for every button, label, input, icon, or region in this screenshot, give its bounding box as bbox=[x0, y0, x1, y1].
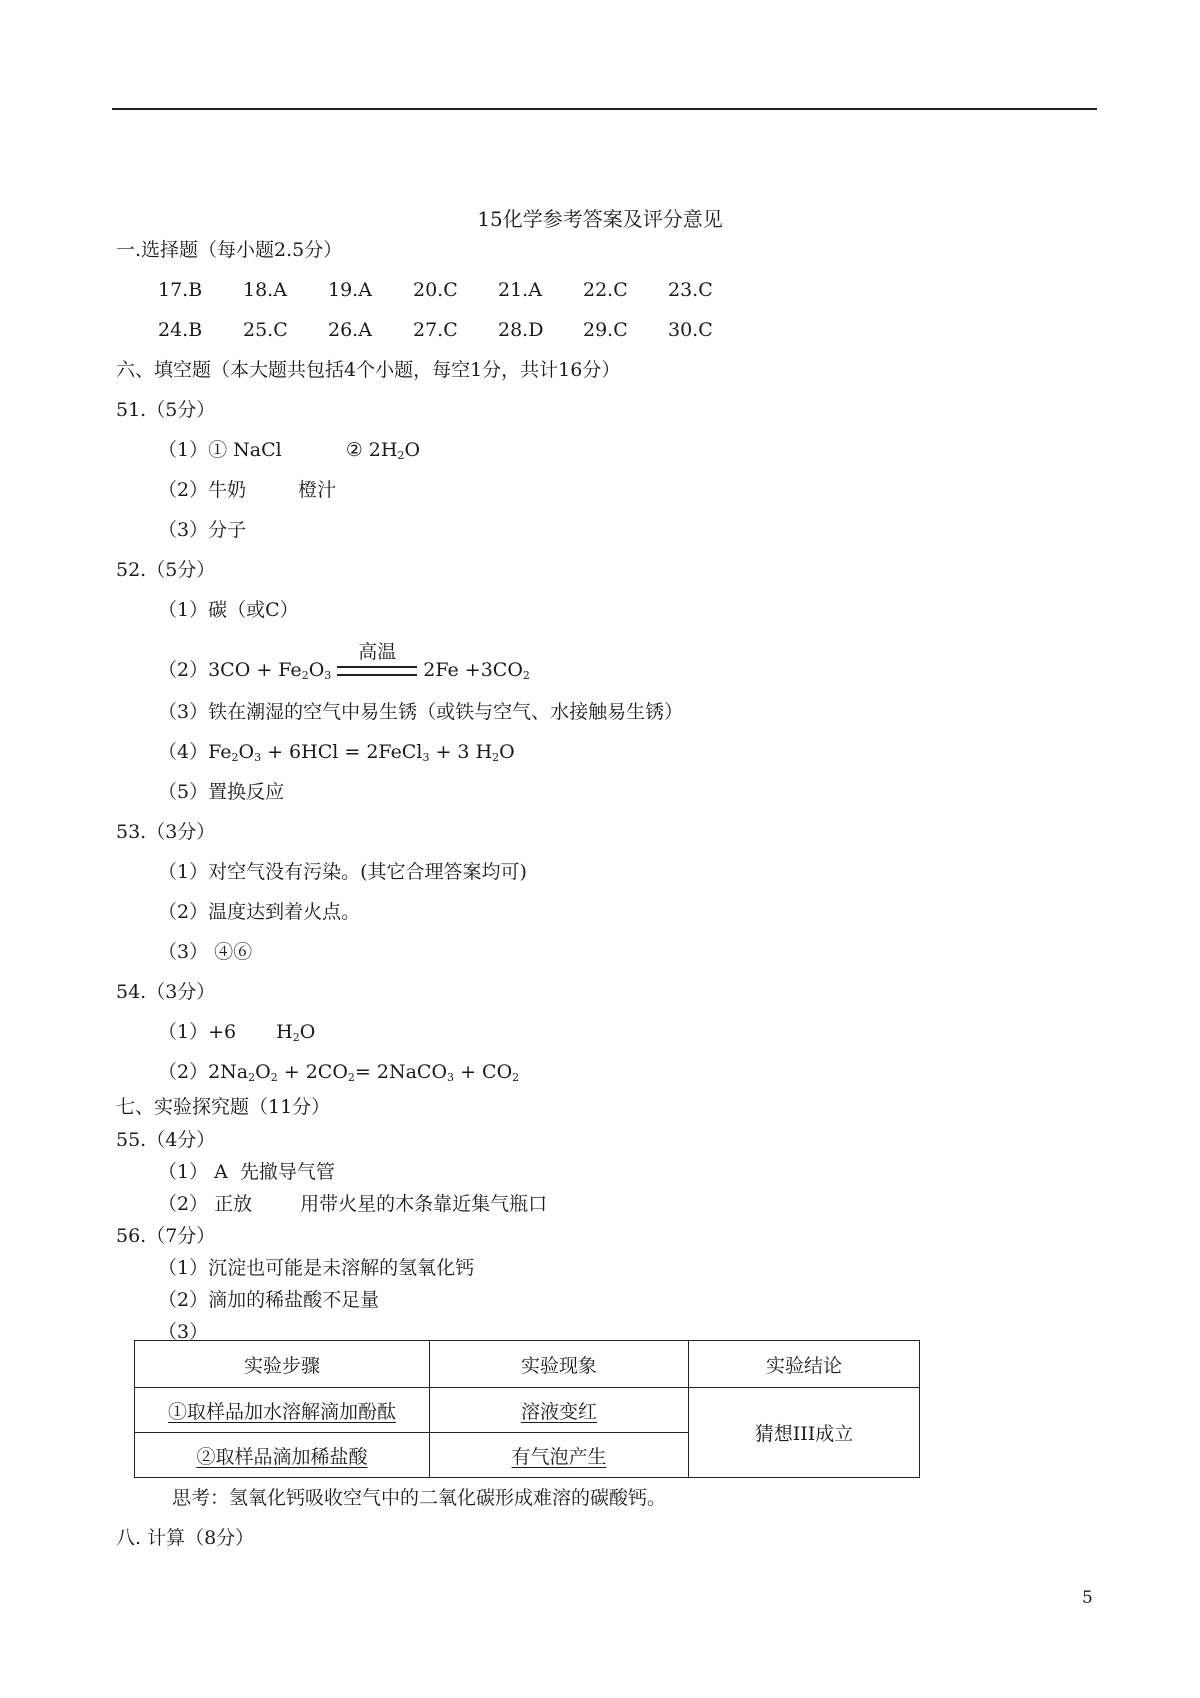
page-title: 15化学参考答案及评分意见 bbox=[477, 207, 723, 231]
q51-answer-3: （3）分子 bbox=[158, 519, 247, 541]
q54-heading: 54.（3分） bbox=[116, 981, 216, 1003]
section-8-heading: 八. 计算（8分） bbox=[116, 1527, 255, 1549]
column-header: 实验现象 bbox=[430, 1341, 689, 1388]
q53-answer-3: （3） ④⑥ bbox=[158, 941, 253, 963]
table-cell bbox=[135, 1433, 430, 1478]
q53-heading: 53.（3分） bbox=[116, 821, 216, 843]
q56-answer-2: （2）滴加的稀盐酸不足量 bbox=[158, 1289, 380, 1311]
q56-thinking: 思考：氢氧化钙吸收空气中的二氧化碳形成难溶的碳酸钙。 bbox=[172, 1487, 667, 1509]
answer-text: （1）+6 bbox=[158, 1021, 237, 1043]
q55-answer-1: （1） A 先撤导气管 bbox=[158, 1161, 335, 1183]
page-number: 5 bbox=[1082, 1588, 1093, 1608]
mc-answer: 19.A bbox=[328, 279, 372, 301]
q52-answer-1: （1）碳（或C） bbox=[158, 599, 299, 621]
subscript: 3 bbox=[422, 751, 430, 764]
answer-text: O bbox=[255, 1061, 271, 1083]
answer-text: O bbox=[499, 741, 515, 763]
mc-answer: 26.A bbox=[328, 319, 372, 341]
answer-text: + 3 H bbox=[429, 741, 493, 763]
subscript: 2 bbox=[397, 449, 405, 462]
section-1-heading: 一.选择题（每小题2.5分） bbox=[116, 239, 343, 261]
table-cell bbox=[135, 1388, 430, 1433]
subscript: 2 bbox=[492, 751, 500, 764]
q51-answer-1 bbox=[158, 438, 420, 468]
mc-answer: 23.C bbox=[668, 279, 713, 301]
subscript: 2 bbox=[347, 1071, 355, 1084]
equals-sign bbox=[337, 666, 417, 676]
column-header: 实验结论 bbox=[689, 1341, 920, 1388]
q52-answer-5: （5）置换反应 bbox=[158, 781, 285, 803]
subscript: 2 bbox=[522, 669, 530, 682]
q52-heading: 52.（5分） bbox=[116, 559, 216, 581]
answer-text: ② 2H bbox=[345, 439, 398, 461]
q56-answer-1: （1）沉淀也可能是未溶解的氢氧化钙 bbox=[158, 1257, 475, 1279]
answer-text: = 2NaCO bbox=[354, 1061, 448, 1083]
section-7-heading: 七、实验探究题（11分） bbox=[116, 1096, 331, 1118]
mc-answer: 29.C bbox=[583, 319, 628, 341]
mc-answer: 17.B bbox=[158, 279, 203, 301]
step-text: ①取样品加水溶解滴加酚酞 bbox=[167, 1400, 396, 1423]
q54-answer-1 bbox=[158, 1020, 315, 1050]
mc-answer: 28.D bbox=[498, 319, 544, 341]
q53-answer-1: （1）对空气没有污染。(其它合理答案均可) bbox=[158, 861, 527, 883]
subscript: 2 bbox=[270, 1071, 278, 1084]
section-6-heading: 六、填空题（本大题共包括4个小题，每空1分，共计16分） bbox=[116, 359, 621, 381]
subscript: 2 bbox=[231, 751, 239, 764]
q55-heading: 55.（4分） bbox=[116, 1129, 216, 1151]
subscript: 2 bbox=[292, 1031, 300, 1044]
answer-text: + 2CO bbox=[277, 1061, 348, 1083]
answer-text: O bbox=[299, 1021, 316, 1043]
answer-text: H bbox=[276, 1021, 293, 1043]
q55-answer-2 bbox=[158, 1192, 547, 1216]
mc-answer: 22.C bbox=[583, 279, 628, 301]
answer-text: （4）Fe bbox=[158, 741, 232, 763]
mc-answer: 27.C bbox=[413, 319, 458, 341]
answer-text: （1）① NaCl bbox=[158, 439, 282, 461]
answer-text: （2）牛奶 bbox=[158, 479, 247, 501]
table-header-row bbox=[135, 1341, 920, 1388]
subscript: 3 bbox=[447, 1071, 455, 1084]
q56-heading: 56.（7分） bbox=[116, 1225, 216, 1247]
phenomenon-text: 有气泡产生 bbox=[511, 1445, 607, 1468]
answer-text: 用带火星的木条靠近集气瓶口 bbox=[300, 1193, 548, 1215]
answer-text: O bbox=[404, 439, 421, 461]
answer-text: O bbox=[308, 659, 325, 681]
q51-heading: 51.（5分） bbox=[116, 399, 216, 421]
condition-label: 高温 bbox=[358, 641, 397, 663]
table-cell bbox=[430, 1433, 689, 1478]
subscript: 3 bbox=[324, 669, 332, 682]
answer-text: + CO bbox=[454, 1061, 513, 1083]
mc-answer: 30.C bbox=[668, 319, 713, 341]
column-header: 实验步骤 bbox=[135, 1341, 430, 1388]
q52-answer-3: （3）铁在潮湿的空气中易生锈（或铁与空气、水接触易生锈） bbox=[158, 701, 684, 723]
subscript: 2 bbox=[301, 669, 309, 682]
answer-text: 橙汁 bbox=[298, 479, 337, 501]
experiment-table bbox=[134, 1340, 920, 1478]
answer-text: O bbox=[238, 741, 255, 763]
mc-answer: 18.A bbox=[243, 279, 287, 301]
reaction-condition bbox=[337, 641, 417, 676]
q51-answer-2 bbox=[158, 478, 336, 502]
q54-answer-2 bbox=[158, 1060, 519, 1090]
q52-answer-2 bbox=[158, 641, 530, 688]
mc-answer: 20.C bbox=[413, 279, 458, 301]
mc-answer: 21.A bbox=[498, 279, 542, 301]
conclusion-cell: 猜想III成立 bbox=[689, 1388, 920, 1478]
answer-text: （2）2Na bbox=[158, 1061, 249, 1083]
subscript: 3 bbox=[254, 751, 262, 764]
table-cell bbox=[430, 1388, 689, 1433]
mc-answer: 25.C bbox=[243, 319, 288, 341]
mc-answer: 24.B bbox=[158, 319, 203, 341]
table-row bbox=[135, 1388, 920, 1433]
answer-text: （2） 正放 bbox=[158, 1193, 253, 1215]
answer-text: （2）3CO + Fe bbox=[158, 659, 302, 681]
subscript: 2 bbox=[248, 1071, 256, 1084]
header-rule bbox=[112, 108, 1097, 110]
q56-answer-3: （3） bbox=[158, 1321, 209, 1343]
answer-text: + 6HCl = 2FeCl bbox=[261, 741, 423, 763]
step-text: ②取样品滴加稀盐酸 bbox=[196, 1445, 368, 1468]
subscript: 2 bbox=[512, 1071, 520, 1084]
phenomenon-text: 溶液变红 bbox=[520, 1400, 597, 1423]
q53-answer-2: （2）温度达到着火点。 bbox=[158, 901, 361, 923]
answer-text: 2Fe +3CO bbox=[423, 659, 523, 681]
q52-answer-4 bbox=[158, 740, 515, 770]
